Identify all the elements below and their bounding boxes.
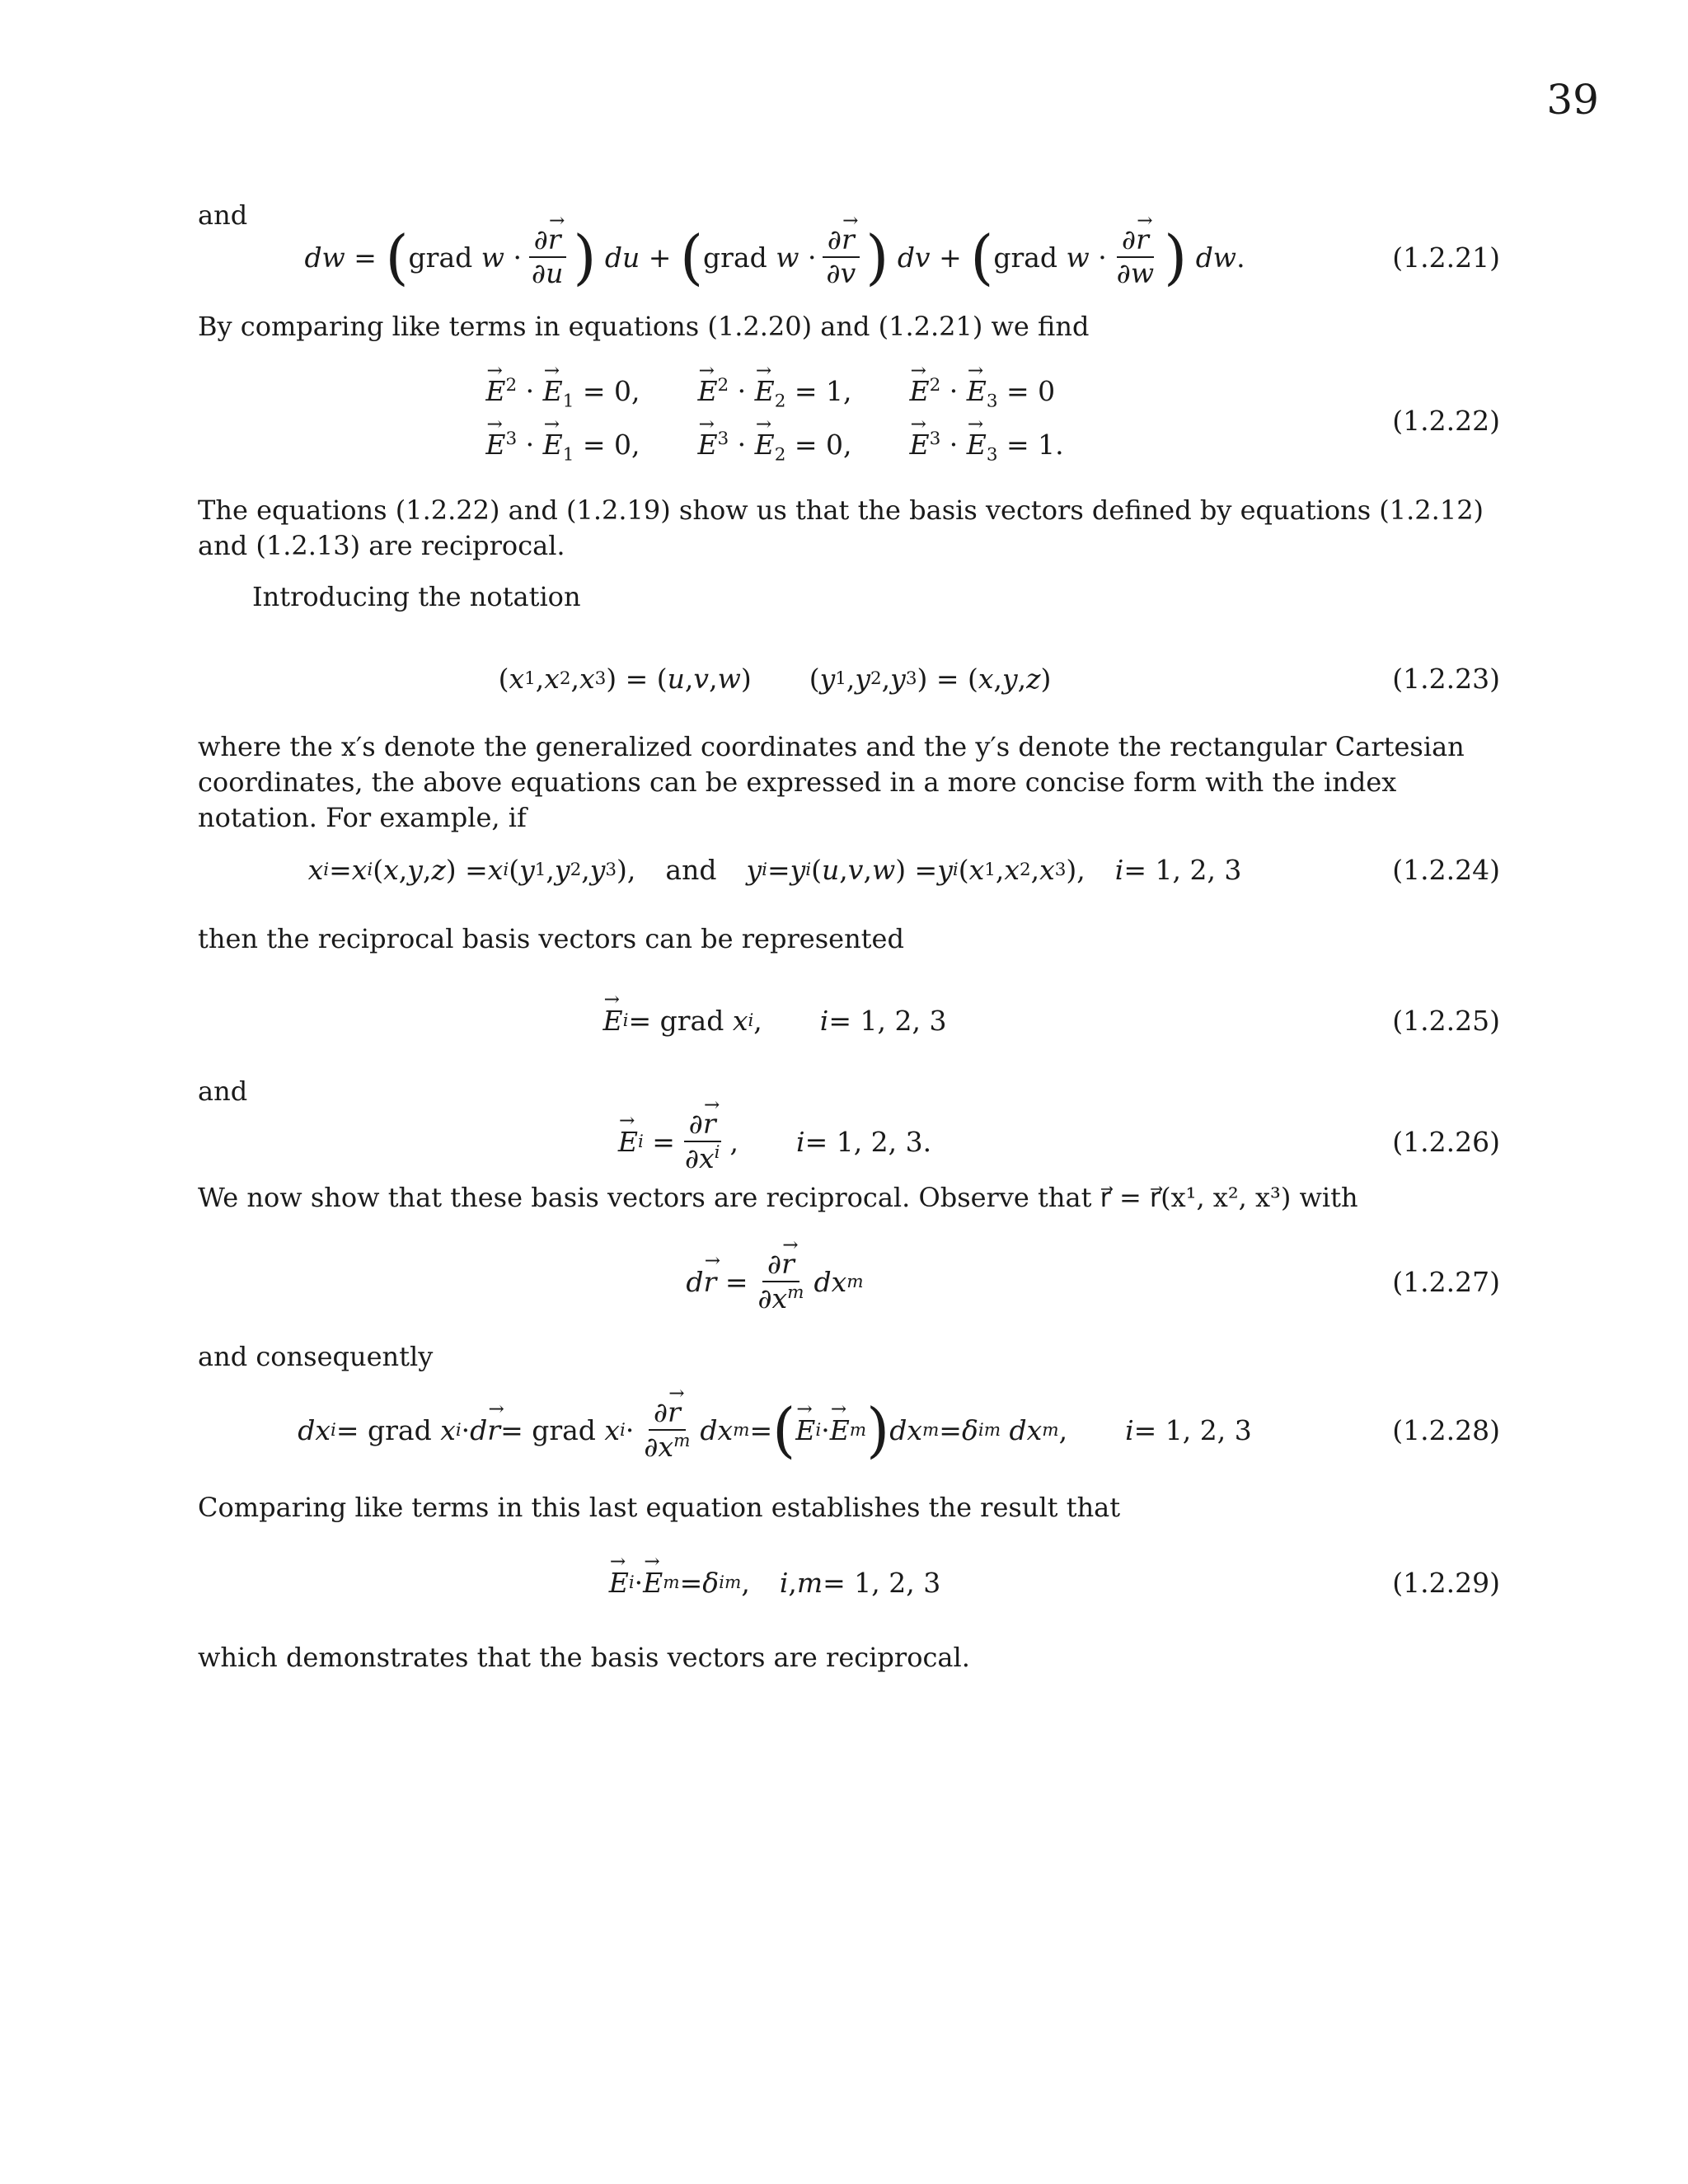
equation-1-2-22 xyxy=(198,371,1500,470)
equation-1-2-27-body: d → r = $\frac{\partial\to r}{\partial x^m}$ dx m xyxy=(198,1240,1352,1323)
equation-1-2-22-body xyxy=(198,371,1352,470)
text-and-2: and xyxy=(198,1076,248,1107)
text-and-consequently: and consequently xyxy=(198,1341,434,1372)
equation-1-2-27 xyxy=(198,1240,1500,1323)
equation-number: (1.2.27) xyxy=(1392,1265,1500,1298)
text-where-the: where the x′s denote the generalized coordinates and the y′s denote the rectangular Cartesian coordinates, the above equations can be expressed in a more concise form with the index notation. For example, if xyxy=(198,731,1465,834)
text-equations-show: The equations (1.2.22) and (1.2.19) show us that the basis vectors defined by equations (1.2.12) and (1.2.13) are reciprocal. xyxy=(198,494,1484,562)
equation-1-2-24 xyxy=(198,845,1500,894)
equation-1-2-25-body: → E i = grad x i , i = 1, 2, 3 xyxy=(198,996,1352,1045)
equation-grid: → $E^2$ · → $E_1 = 0$, → $E^2$ · → $E_2 = 1$, → $E^2$ · → $E_3 = 0$ → $E^3$ · → $E_1 = 0$, → $E^3$ · → $E_2 = 0$, → $E^3$ · → $E_3 = 1$. xyxy=(485,375,1063,465)
equation-number: (1.2.21) xyxy=(1392,241,1500,274)
text-and-1: and xyxy=(198,199,248,231)
equation-number: (1.2.29) xyxy=(1392,1566,1500,1599)
equation-number: (1.2.23) xyxy=(1392,662,1500,695)
equation-1-2-23-body: ( x 1 , x 2 , x 3 ) = ( u , v , w ) ( y 1 , y 2 , y 3 ) = ( x , y , z ) xyxy=(498,662,1052,695)
equation-1-2-23 xyxy=(198,654,1500,703)
equation-1-2-28 xyxy=(198,1389,1500,1471)
equation-1-2-29-body: → E i · → E m = δ i m , i , m = 1, 2, 3 xyxy=(198,1558,1352,1607)
equation-1-2-29 xyxy=(198,1558,1500,1607)
equation-number: (1.2.22) xyxy=(1392,404,1500,437)
equation-1-2-24-body: x i = x i ( x , y , z ) = x i ( y 1 , y 2 , y 3 ), and y i = y i ( u , v , w ) = y i ( x 1 , x 2 , x 3 ), i = 1, 2, 3 xyxy=(307,853,1242,886)
equation-1-2-25 xyxy=(198,996,1500,1045)
equation-1-2-26 xyxy=(198,1100,1500,1183)
text-we-now-show: We now show that these basis vectors are reciprocal. Observe that r⃗ = r⃗(x¹, x², x³) with xyxy=(198,1182,1358,1213)
text-introducing: Introducing the notation xyxy=(252,581,581,612)
text-then-reciprocal: then the reciprocal basis vectors can be represented xyxy=(198,923,904,954)
text-which-demonstrates: which demonstrates that the basis vectors are reciprocal. xyxy=(198,1642,970,1673)
equation-1-2-21 xyxy=(198,216,1500,298)
text-comparing-like: Comparing like terms in this last equation establishes the result that xyxy=(198,1492,1121,1523)
equation-number: (1.2.28) xyxy=(1392,1413,1500,1446)
equation-number: (1.2.25) xyxy=(1392,1004,1500,1037)
equation-1-2-28-body: dx i = grad x i · d → r = grad x i · $\frac{\partial\to r}{\partial x^m}$ dx m = ( → E i · → E m ) dx m = δ i m dx m , i = 1, 2, 3 xyxy=(198,1389,1352,1471)
equation-1-2-21-body: dw = ( grad w · $\frac{\partial\to r}{\partial u}$ ) du + ( grad w · $\frac{\partial\to r}{\partial v}$ ) dv + ( grad w · $\frac{\partial\to r}{\partial w}$ ) dw . xyxy=(198,216,1352,298)
equation-number: (1.2.26) xyxy=(1392,1125,1500,1158)
page-number: 39 xyxy=(1546,76,1599,124)
text-by-comparing: By comparing like terms in equations (1.2.20) and (1.2.21) we find xyxy=(198,311,1090,342)
equation-1-2-26-body: → E i = $\frac{\partial\to r}{\partial x^i}$ , i = 1, 2, 3. xyxy=(198,1100,1352,1183)
equation-number: (1.2.24) xyxy=(1392,853,1500,886)
